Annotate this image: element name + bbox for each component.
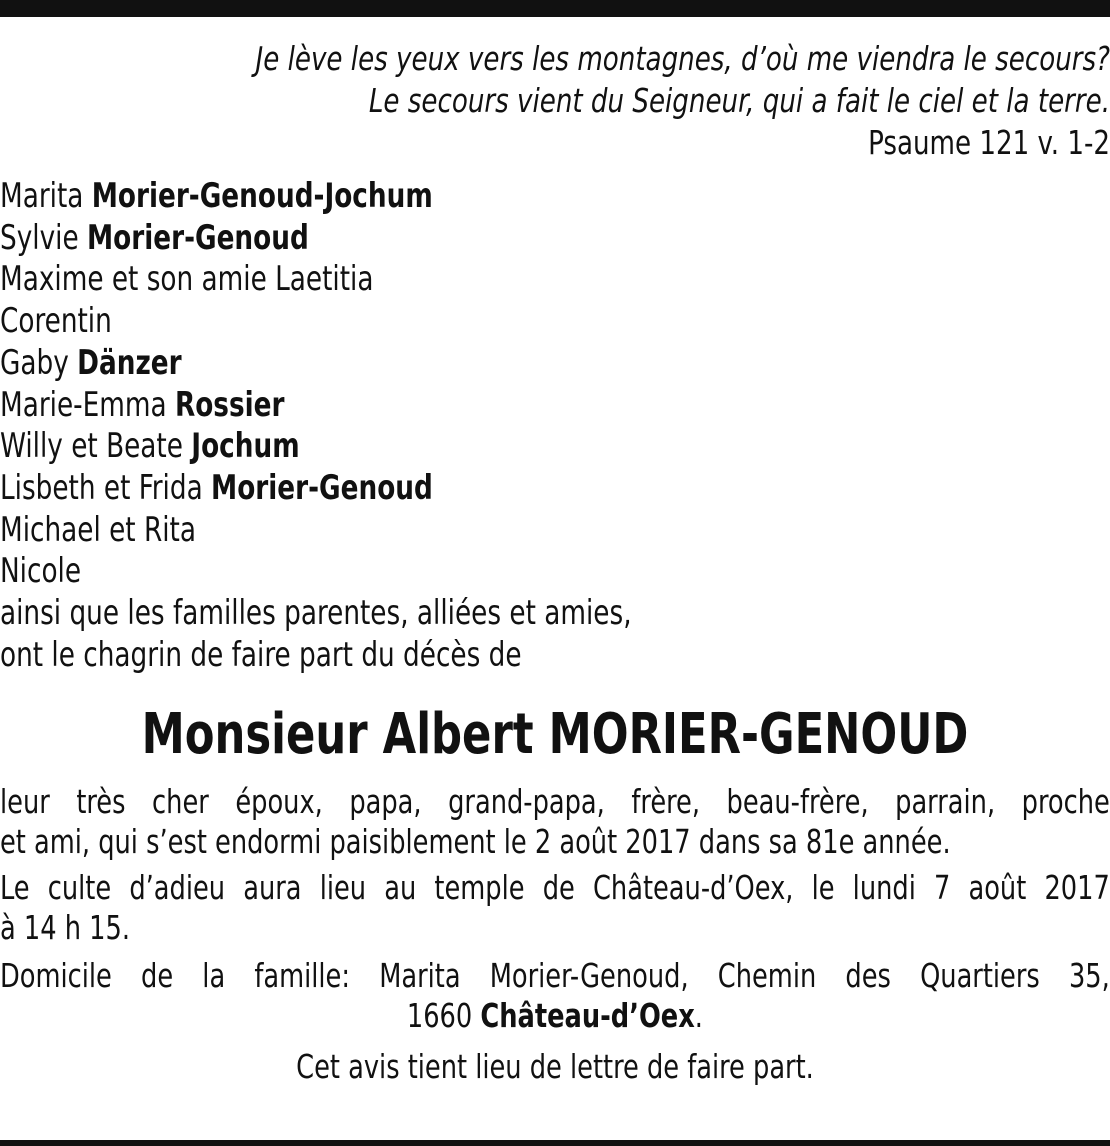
domicile-town: Château-d’Oex xyxy=(480,996,695,1036)
mourner-line xyxy=(0,510,1109,552)
obituary-notice xyxy=(0,38,1110,1088)
psalm-line-2: Le secours vient du Seigneur, qui a fait le ciel et la terre. xyxy=(368,81,1110,120)
mourner-family-name: Morier-Genoud-Jochum xyxy=(91,176,433,216)
domicile-line-2 xyxy=(0,996,1110,1036)
ceremony-line-1: Le culte d’adieu aura lieu au temple de Château-d’Oex, le lundi 7 août 2017 xyxy=(0,868,1110,908)
tribute-line-2: et ami, qui s’est endormi paisiblement le 2 août 2017 dans sa 81e année. xyxy=(0,822,951,862)
mourner-line xyxy=(0,426,1109,468)
mourner-given-names: Maxime et son amie Laetitia xyxy=(0,259,374,300)
mourner-line xyxy=(0,176,1109,218)
tribute-paragraph xyxy=(0,782,1110,862)
mourner-given-names: Gaby xyxy=(0,342,78,383)
tribute-line-1: leur très cher époux, papa, grand-papa, frère, beau-frère, parrain, proche xyxy=(0,782,1110,822)
mourner-family-name: Rossier xyxy=(174,384,285,425)
domicile-paragraph xyxy=(0,956,1110,1036)
mourner-given-names: Willy et Beate xyxy=(0,426,192,467)
mourner-family-name: Jochum xyxy=(191,426,300,467)
mourner-given-names: Marita xyxy=(0,176,92,216)
announcement-line: ont le chagrin de faire part du décès de xyxy=(0,634,522,675)
mourner-line xyxy=(0,259,1109,301)
ceremony-paragraph xyxy=(0,868,1110,948)
mourner-line xyxy=(0,218,1109,260)
mourner-given-names: Marie-Emma xyxy=(0,384,175,425)
bottom-rule xyxy=(0,1140,1110,1146)
mourner-line xyxy=(0,385,1109,427)
mourner-given-names: Nicole xyxy=(0,551,82,592)
mourner-given-names: Corentin xyxy=(0,301,112,342)
mourner-given-names: Michael et Rita xyxy=(0,509,196,550)
domicile-period: . xyxy=(694,996,703,1036)
families-line: ainsi que les familles parentes, alliées et amies, xyxy=(0,593,632,634)
ceremony-line-2: à 14 h 15. xyxy=(0,908,130,948)
mourner-family-name: Morier-Genoud xyxy=(86,217,309,258)
domicile-postcode: 1660 xyxy=(406,996,481,1036)
mourner-line xyxy=(0,468,1109,510)
mourner-family-name: Dänzer xyxy=(77,342,182,383)
psalm-reference: Psaume 121 v. 1-2 xyxy=(868,123,1110,162)
mourner-line xyxy=(0,301,1109,343)
psalm-line-1: Je lève les yeux vers les montagnes, d’où me viendra le secours? xyxy=(255,39,1110,78)
deceased-name: Monsieur Albert MORIER-GENOUD xyxy=(141,702,969,768)
psalm-epigraph xyxy=(133,38,1110,164)
mourner-line xyxy=(0,343,1109,385)
mourner-given-names: Lisbeth et Frida xyxy=(0,467,212,508)
mourner-given-names: Sylvie xyxy=(0,217,87,258)
mourners-list xyxy=(0,176,1109,676)
mourner-family-name: Morier-Genoud xyxy=(211,467,433,508)
domicile-line-1: Domicile de la famille: Marita Morier-Genoud, Chemin des Quartiers 35, xyxy=(0,956,1110,996)
mourner-line xyxy=(0,551,1109,593)
top-rule xyxy=(0,0,1110,17)
closing-note: Cet avis tient lieu de lettre de faire part. xyxy=(296,1047,814,1087)
